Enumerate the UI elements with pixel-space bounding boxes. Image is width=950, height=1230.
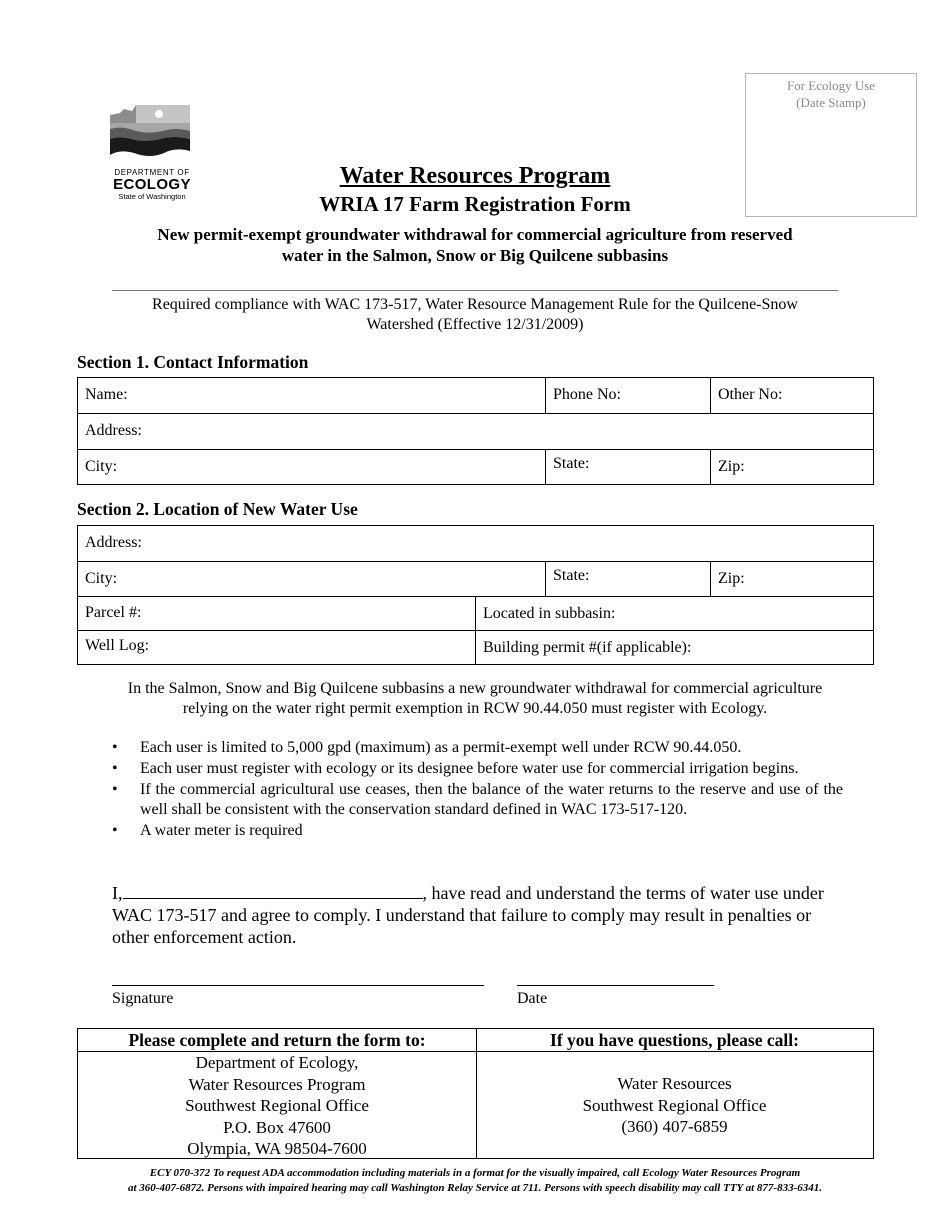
well-log-label: Well Log: [85, 637, 150, 654]
form-title: WRIA 17 Farm Registration Form [319, 192, 631, 216]
parcel-label: Parcel #: [85, 604, 142, 621]
subbasin-field[interactable] [475, 596, 874, 631]
ecology-logo [106, 101, 198, 203]
stamp-line-2: (Date Stamp) [796, 95, 866, 110]
building-permit-field[interactable] [475, 630, 874, 665]
list-item: • Each user is limited to 5,000 gpd (maximum) as a permit-exempt well under RCW 90.44.050. [108, 738, 843, 758]
return-address-line: Department of Ecology, [195, 1053, 359, 1072]
contact-name-label: Name: [85, 386, 128, 403]
contact-address-field[interactable] [77, 413, 874, 450]
compliance-line-2: Watershed (Effective 12/31/2009) [366, 316, 584, 333]
agreement-suffix: , have read and understand the terms of water use under [422, 883, 824, 903]
intro-line-2: relying on the water right permit exemption in RCW 90.44.050 must register with Ecology. [182, 700, 768, 717]
intro-paragraph [80, 679, 870, 719]
header-divider [112, 290, 838, 291]
location-state-field[interactable] [545, 561, 711, 597]
compliance-note [110, 295, 840, 335]
contact-state-field[interactable] [545, 449, 711, 485]
contact-zip-label: Zip: [718, 458, 745, 475]
location-city-label: City: [85, 570, 118, 587]
parcel-field[interactable] [77, 596, 476, 631]
location-address-field[interactable] [77, 525, 874, 562]
logo-state: State of Washington [118, 192, 186, 201]
contact-name-field[interactable] [77, 377, 546, 414]
contact-phone-field[interactable] [545, 377, 711, 414]
return-address-line: Olympia, WA 98504-7600 [187, 1139, 367, 1158]
questions-phone: (360) 407-6859 [621, 1117, 728, 1136]
return-address-line: Southwest Regional Office [185, 1096, 369, 1115]
date-stamp-box [745, 73, 917, 217]
well-log-field[interactable] [77, 630, 476, 665]
requirements-list [108, 738, 843, 842]
contact-phone-label: Phone No: [553, 386, 621, 403]
section1-heading: Section 1. Contact Information [77, 352, 309, 372]
list-item: • Each user must register with ecology or its designee before water use for commercial irrigation begins. [108, 759, 843, 779]
location-zip-label: Zip: [718, 570, 745, 587]
location-zip-field[interactable] [710, 561, 874, 597]
contact-other-label: Other No: [718, 386, 783, 403]
signature-line[interactable] [112, 985, 484, 986]
form-subtitle [100, 224, 850, 266]
applicant-name-blank[interactable] [123, 882, 423, 899]
compliance-line-1: Required compliance with WAC 173-517, Water Resource Management Rule for the Quilcene-Snow [152, 296, 798, 313]
subbasin-label: Located in subbasin: [483, 605, 616, 622]
location-address-label: Address: [85, 534, 142, 551]
location-state-label: State: [553, 567, 590, 584]
date-line[interactable] [517, 985, 714, 986]
ada-footer [40, 1166, 910, 1196]
return-address-line: Water Resources Program [188, 1074, 366, 1094]
section2-heading: Section 2. Location of New Water Use [77, 499, 358, 519]
page-title: Water Resources Program [339, 163, 611, 189]
contact-zip-field[interactable] [710, 449, 874, 485]
ecology-logo-graphic [106, 101, 198, 163]
footer-line-2: at 360-407-6872. Persons with impaired hearing may call Washington Relay Service at 711. Persons with speech disability may call TTY at 877-833-6341. [127, 1182, 822, 1194]
contact-state-label: State: [553, 455, 590, 472]
date-label: Date [517, 990, 548, 1007]
questions-line: Water Resources [617, 1074, 732, 1093]
contact-city-label: City: [85, 458, 118, 475]
subtitle-line-1: New permit-exempt groundwater withdrawal for commercial agriculture from reserved [157, 225, 793, 244]
list-item: • If the commercial agricultural use ceases, then the balance of the water returns to the reserve and use of the well shall be consistent with the conservation standard defined in WAC 173-517-120. [108, 780, 843, 820]
logo-ecology: ECOLOGY [113, 176, 191, 193]
footer-line-1: ECY 070-372 To request ADA accommodation including materials in a format for the visually impaired, call Ecology Water Resources Program [149, 1167, 801, 1179]
questions-header: If you have questions, please call: [476, 1029, 873, 1052]
building-permit-label: Building permit #(if applicable): [483, 639, 692, 656]
agreement-prefix: I, [112, 883, 123, 903]
subtitle-line-2: water in the Salmon, Snow or Big Quilcene subbasins [281, 246, 669, 265]
return-address-line: P.O. Box 47600 [223, 1117, 331, 1137]
stamp-line-1: For Ecology Use [786, 78, 876, 93]
contact-city-field[interactable] [77, 449, 546, 485]
intro-line-1: In the Salmon, Snow and Big Quilcene subbasins a new groundwater withdrawal for commercial agriculture [127, 680, 823, 697]
agreement-rest: WAC 173-517 and agree to comply. I understand that failure to comply may result in penalties or other enforcement action. [112, 905, 812, 947]
agreement-statement [112, 882, 842, 948]
return-address-header: Please complete and return the form to: [78, 1029, 476, 1052]
location-city-field[interactable] [77, 561, 546, 597]
return-info-table [77, 1028, 874, 1159]
questions-column [476, 1029, 873, 1158]
list-item: • A water meter is required [108, 821, 843, 841]
questions-line: Southwest Regional Office [582, 1095, 767, 1115]
signature-label: Signature [112, 990, 174, 1007]
contact-address-label: Address: [85, 422, 142, 439]
logo-department: DEPARTMENT OF [114, 168, 190, 177]
return-address-column [78, 1029, 477, 1158]
contact-other-field[interactable] [710, 377, 874, 414]
